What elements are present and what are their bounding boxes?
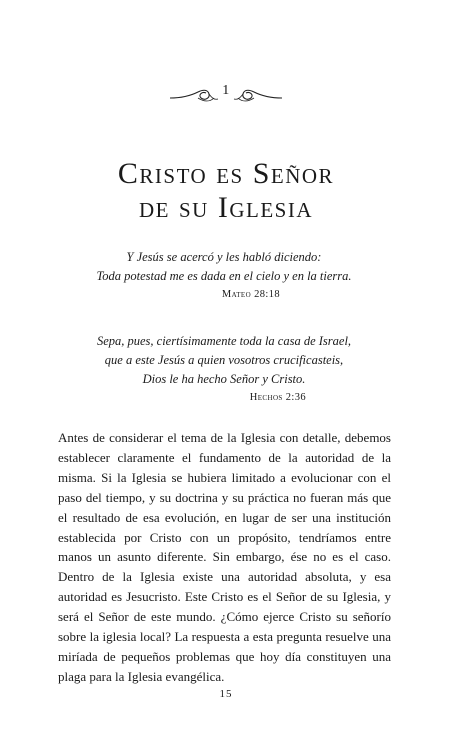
epigraph-matthew xyxy=(60,248,388,302)
epigraph-line: Toda potestad me es dada en el cielo y en la tierra. xyxy=(96,269,352,283)
page-number: 15 xyxy=(219,688,233,700)
epigraph-line: Y Jesús se acercó y les habló diciendo: xyxy=(126,250,322,264)
epigraph-line: Dios le ha hecho Señor y Cristo. xyxy=(142,372,306,386)
epigraph-acts xyxy=(60,332,388,405)
epigraph-line: que a este Jesús a quien vosotros crucificasteis, xyxy=(104,353,344,367)
epigraph-line: Sepa, pues, ciertísimamente toda la casa de Israel, xyxy=(96,334,352,348)
chapter-title-line-1: Cristo es Señor xyxy=(117,157,335,190)
epigraph-citation: Hechos 2:36 xyxy=(249,392,306,403)
chapter-number: 1 xyxy=(222,83,230,98)
epigraph-citation: Mateo 28:18 xyxy=(221,289,280,300)
chapter-title xyxy=(0,157,452,225)
body-paragraph: Antes de considerar el tema de la Iglesia con detalle, debemos establecer claramente el fundamento de la autoridad de la misma. Si la Iglesia se hubiera limitado a evolucionar con el paso del tiempo, y su doctrina y su práctica no fueran más que el resultado de esa evolución, en lugar de ser una institución establecida por Cristo con un propósito, tendríamos entre manos un asunto diferente. Sin embargo, ése no es el caso. Dentro de la Iglesia existe una autoridad absoluta, y esa autoridad es Jesucristo. Este Cristo es el Señor de su Iglesia, y será el Señor de este mundo. ¿Cómo ejerce Cristo su señorío sobre la iglesia local? La respuesta a esta pregunta resuelve una miríada de pequeños problemas que hoy día constituyen una plaga para la Iglesia evangélica. xyxy=(58,430,391,684)
chapter-title-line-2: de su Iglesia xyxy=(139,191,313,224)
